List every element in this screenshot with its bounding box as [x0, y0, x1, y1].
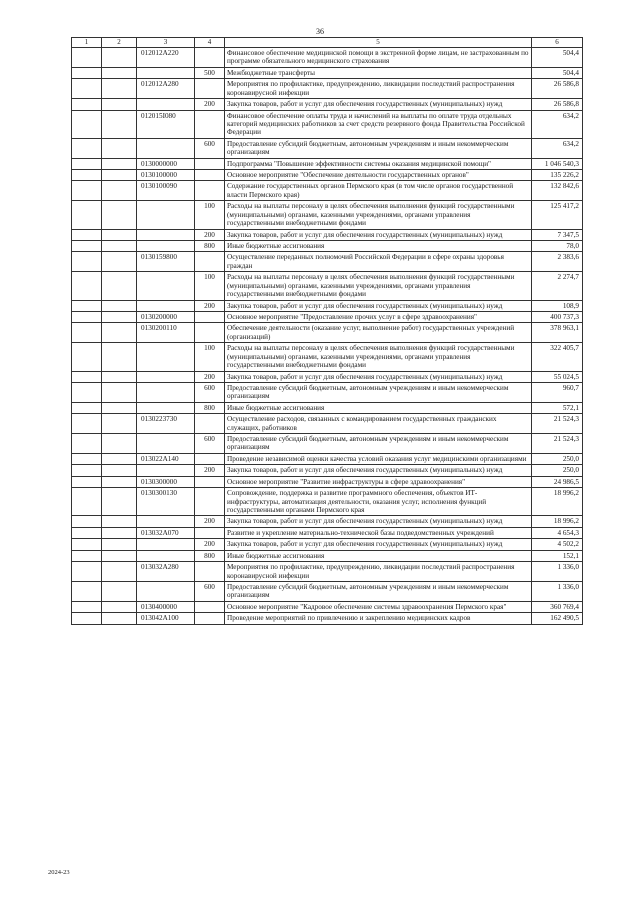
cell-amount: 1 046 540,3 [532, 158, 583, 169]
cell-empty-col-1 [72, 371, 102, 382]
cell-amount: 634,2 [532, 138, 583, 158]
cell-empty-col-2 [102, 414, 137, 434]
cell-empty-col-2 [102, 323, 137, 343]
cell-empty-col-2 [102, 99, 137, 110]
cell-empty-col-1 [72, 476, 102, 487]
cell-empty-col-1 [72, 170, 102, 181]
cell-item-name: Расходы на выплаты персоналу в целях обеспечения выполнения функций государственными (муниципальными) органами, казенными учреждениями, органами управления государственными внебюджетными фондами [225, 343, 532, 371]
cell-amount: 4 654,3 [532, 527, 583, 538]
cell-empty-col-1 [72, 539, 102, 550]
cell-amount: 24 986,5 [532, 476, 583, 487]
cell-empty-col-1 [72, 158, 102, 169]
cell-amount: 26 586,8 [532, 79, 583, 99]
cell-empty-col-2 [102, 465, 137, 476]
cell-amount: 572,1 [532, 402, 583, 413]
cell-amount: 162 490,5 [532, 613, 583, 624]
cell-empty-col-2 [102, 476, 137, 487]
cell-amount: 21 524,3 [532, 414, 583, 434]
table-row [72, 434, 583, 454]
cell-amount: 2 274,7 [532, 272, 583, 300]
cell-empty-col-1 [72, 402, 102, 413]
cell-expense-kind [195, 414, 225, 434]
cell-target-code [137, 300, 195, 311]
cell-empty-col-2 [102, 562, 137, 582]
cell-empty-col-2 [102, 488, 137, 516]
cell-target-code: 0130100090 [137, 181, 195, 201]
cell-empty-col-1 [72, 138, 102, 158]
cell-amount: 55 024,5 [532, 371, 583, 382]
cell-expense-kind: 600 [195, 581, 225, 601]
table-header-row [72, 38, 583, 48]
cell-item-name: Предоставление субсидий бюджетным, автономным учреждениям и иным некоммерческим организациям [225, 382, 532, 402]
cell-item-name: Иные бюджетные ассигнования [225, 241, 532, 252]
table-row [72, 453, 583, 464]
cell-expense-kind: 800 [195, 241, 225, 252]
cell-empty-col-2 [102, 539, 137, 550]
cell-target-code [137, 67, 195, 78]
cell-empty-col-1 [72, 382, 102, 402]
table-row [72, 138, 583, 158]
table-body [72, 38, 583, 625]
cell-expense-kind [195, 613, 225, 624]
cell-item-name: Осуществление расходов, связанных с командированием государственных гражданских служащих, работников [225, 414, 532, 434]
cell-amount: 1 336,0 [532, 581, 583, 601]
cell-target-code [137, 402, 195, 413]
cell-empty-col-2 [102, 181, 137, 201]
cell-item-name: Расходы на выплаты персоналу в целях обеспечения выполнения функций государственными (муниципальными) органами, казенными учреждениями, органами управления государственными внебюджетными фондами [225, 272, 532, 300]
cell-amount: 960,7 [532, 382, 583, 402]
table-row [72, 539, 583, 550]
cell-target-code [137, 201, 195, 229]
table-row [72, 323, 583, 343]
cell-target-code: 0130000000 [137, 158, 195, 169]
cell-amount: 125 417,2 [532, 201, 583, 229]
cell-empty-col-2 [102, 252, 137, 272]
table-row [72, 601, 583, 612]
cell-empty-col-1 [72, 110, 102, 138]
cell-item-name: Иные бюджетные ассигнования [225, 550, 532, 561]
cell-amount: 634,2 [532, 110, 583, 138]
cell-amount: 135 226,2 [532, 170, 583, 181]
cell-expense-kind: 100 [195, 201, 225, 229]
cell-empty-col-2 [102, 138, 137, 158]
cell-expense-kind [195, 252, 225, 272]
cell-item-name: Проведение независимой оценки качества условий оказания услуг медицинскими организациями [225, 453, 532, 464]
cell-empty-col-2 [102, 434, 137, 454]
cell-amount: 504,4 [532, 67, 583, 78]
cell-target-code: 0130200000 [137, 311, 195, 322]
cell-empty-col-1 [72, 99, 102, 110]
cell-amount: 18 996,2 [532, 516, 583, 527]
table-row [72, 476, 583, 487]
table-row [72, 550, 583, 561]
cell-empty-col-2 [102, 311, 137, 322]
cell-amount: 504,4 [532, 48, 583, 68]
cell-item-name: Предоставление субсидий бюджетным, автономным учреждениям и иным некоммерческим организациям [225, 434, 532, 454]
cell-empty-col-1 [72, 343, 102, 371]
cell-empty-col-1 [72, 488, 102, 516]
cell-amount: 108,9 [532, 300, 583, 311]
table-row [72, 67, 583, 78]
table-row [72, 371, 583, 382]
cell-expense-kind: 600 [195, 434, 225, 454]
cell-item-name: Предоставление субсидий бюджетным, автономным учреждениям и иным некоммерческим организациям [225, 138, 532, 158]
cell-target-code: 0130100000 [137, 170, 195, 181]
cell-expense-kind [195, 323, 225, 343]
cell-amount: 2 383,6 [532, 252, 583, 272]
cell-expense-kind: 200 [195, 229, 225, 240]
cell-amount: 78,0 [532, 241, 583, 252]
cell-empty-col-1 [72, 562, 102, 582]
page-number: 36 [316, 27, 324, 36]
cell-item-name: Мероприятия по профилактике, предупреждению, ликвидации последствий распространения коронавирусной инфекции [225, 79, 532, 99]
cell-empty-col-2 [102, 516, 137, 527]
cell-target-code: 012015I080 [137, 110, 195, 138]
cell-target-code [137, 382, 195, 402]
cell-expense-kind: 600 [195, 138, 225, 158]
cell-amount: 132 842,6 [532, 181, 583, 201]
cell-amount: 7 347,5 [532, 229, 583, 240]
cell-item-name: Межбюджетные трансферты [225, 67, 532, 78]
cell-amount: 152,1 [532, 550, 583, 561]
cell-amount: 21 524,3 [532, 434, 583, 454]
cell-empty-col-2 [102, 613, 137, 624]
cell-empty-col-2 [102, 229, 137, 240]
table-row [72, 516, 583, 527]
cell-item-name: Закупка товаров, работ и услуг для обеспечения государственных (муниципальных) нужд [225, 229, 532, 240]
cell-amount: 250,0 [532, 453, 583, 464]
cell-target-code [137, 434, 195, 454]
cell-item-name: Мероприятия по профилактике, предупреждению, ликвидации последствий распространения коронавирусной инфекции [225, 562, 532, 582]
footer-code: 2024-23 [48, 869, 70, 876]
table-row [72, 158, 583, 169]
cell-empty-col-1 [72, 414, 102, 434]
cell-empty-col-1 [72, 300, 102, 311]
cell-expense-kind: 200 [195, 371, 225, 382]
cell-target-code: 013042А100 [137, 613, 195, 624]
cell-empty-col-2 [102, 48, 137, 68]
cell-item-name: Подпрограмма "Повышение эффективности системы оказания медицинской помощи" [225, 158, 532, 169]
cell-amount: 378 963,1 [532, 323, 583, 343]
cell-expense-kind [195, 601, 225, 612]
cell-empty-col-2 [102, 201, 137, 229]
table-row [72, 272, 583, 300]
cell-expense-kind: 800 [195, 550, 225, 561]
cell-expense-kind: 200 [195, 516, 225, 527]
cell-target-code: 013032А070 [137, 527, 195, 538]
cell-empty-col-1 [72, 229, 102, 240]
table-row [72, 402, 583, 413]
cell-empty-col-1 [72, 581, 102, 601]
cell-empty-col-2 [102, 550, 137, 561]
cell-target-code [137, 343, 195, 371]
cell-expense-kind [195, 48, 225, 68]
table-row [72, 170, 583, 181]
cell-empty-col-2 [102, 371, 137, 382]
cell-item-name: Закупка товаров, работ и услуг для обеспечения государственных (муниципальных) нужд [225, 99, 532, 110]
cell-target-code [137, 99, 195, 110]
cell-target-code: 013032А280 [137, 562, 195, 582]
cell-empty-col-2 [102, 158, 137, 169]
cell-amount: 322 405,7 [532, 343, 583, 371]
table-row [72, 562, 583, 582]
cell-item-name: Финансовое обеспечение оплаты труда и начислений на выплаты по оплате труда отдельных категорий медицинских работников за счет средств резервного фонда Правительства Российской Федерации [225, 110, 532, 138]
cell-empty-col-2 [102, 402, 137, 413]
cell-item-name: Осуществление переданных полномочий Российской Федерации в сфере охраны здоровья граждан [225, 252, 532, 272]
cell-expense-kind [195, 476, 225, 487]
table-row [72, 382, 583, 402]
table-row [72, 229, 583, 240]
cell-expense-kind [195, 110, 225, 138]
cell-expense-kind [195, 158, 225, 169]
cell-empty-col-1 [72, 181, 102, 201]
budget-table [71, 37, 583, 625]
cell-empty-col-1 [72, 48, 102, 68]
cell-empty-col-2 [102, 453, 137, 464]
cell-empty-col-2 [102, 601, 137, 612]
cell-empty-col-2 [102, 527, 137, 538]
table-row [72, 414, 583, 434]
cell-empty-col-2 [102, 300, 137, 311]
cell-empty-col-1 [72, 613, 102, 624]
cell-empty-col-1 [72, 516, 102, 527]
cell-target-code [137, 581, 195, 601]
cell-target-code [137, 229, 195, 240]
cell-amount: 26 586,8 [532, 99, 583, 110]
cell-target-code [137, 550, 195, 561]
cell-empty-col-1 [72, 465, 102, 476]
cell-target-code: 0130223730 [137, 414, 195, 434]
cell-expense-kind: 800 [195, 402, 225, 413]
cell-target-code: 013022А140 [137, 453, 195, 464]
cell-item-name: Основное мероприятие "Предоставление прочих услуг в сфере здравоохранения" [225, 311, 532, 322]
cell-item-name: Развитие и укрепление материально-технической базы подведомственных учреждений [225, 527, 532, 538]
cell-empty-col-1 [72, 272, 102, 300]
cell-empty-col-2 [102, 272, 137, 300]
cell-expense-kind [195, 527, 225, 538]
cell-amount: 400 737,3 [532, 311, 583, 322]
cell-target-code [137, 516, 195, 527]
cell-expense-kind [195, 562, 225, 582]
cell-empty-col-1 [72, 527, 102, 538]
cell-expense-kind: 200 [195, 539, 225, 550]
table-row [72, 48, 583, 68]
cell-empty-col-1 [72, 252, 102, 272]
cell-item-name: Основное мероприятие "Кадровое обеспечение системы здравоохранения Пермского края" [225, 601, 532, 612]
cell-empty-col-1 [72, 201, 102, 229]
cell-amount: 18 996,2 [532, 488, 583, 516]
cell-empty-col-1 [72, 434, 102, 454]
table-row [72, 311, 583, 322]
cell-item-name: Закупка товаров, работ и услуг для обеспечения государственных (муниципальных) нужд [225, 465, 532, 476]
table-row [72, 241, 583, 252]
cell-empty-col-2 [102, 110, 137, 138]
table-row [72, 99, 583, 110]
table-row [72, 581, 583, 601]
header-col-6: 6 [532, 38, 583, 48]
cell-target-code [137, 371, 195, 382]
cell-target-code: 0130400000 [137, 601, 195, 612]
cell-expense-kind [195, 453, 225, 464]
cell-target-code: 0130200110 [137, 323, 195, 343]
cell-expense-kind [195, 488, 225, 516]
cell-empty-col-1 [72, 67, 102, 78]
cell-item-name: Проведение мероприятий по привлечению и закреплению медицинских кадров [225, 613, 532, 624]
cell-expense-kind: 100 [195, 343, 225, 371]
cell-empty-col-2 [102, 79, 137, 99]
header-col-2: 2 [102, 38, 137, 48]
cell-expense-kind [195, 311, 225, 322]
cell-empty-col-2 [102, 170, 137, 181]
cell-empty-col-1 [72, 241, 102, 252]
cell-empty-col-1 [72, 79, 102, 99]
table-row [72, 252, 583, 272]
cell-item-name: Основное мероприятие "Развитие инфраструктуры в сфере здравоохранения" [225, 476, 532, 487]
cell-item-name: Обеспечение деятельности (оказание услуг, выполнение работ) государственных учреждений (организаций) [225, 323, 532, 343]
table-row [72, 300, 583, 311]
cell-target-code: 012012А220 [137, 48, 195, 68]
cell-item-name: Предоставление субсидий бюджетным, автономным учреждениям и иным некоммерческим организациям [225, 581, 532, 601]
cell-target-code [137, 465, 195, 476]
cell-empty-col-2 [102, 382, 137, 402]
table-row [72, 181, 583, 201]
cell-empty-col-1 [72, 601, 102, 612]
cell-item-name: Закупка товаров, работ и услуг для обеспечения государственных (муниципальных) нужд [225, 539, 532, 550]
cell-item-name: Закупка товаров, работ и услуг для обеспечения государственных (муниципальных) нужд [225, 516, 532, 527]
cell-target-code [137, 539, 195, 550]
cell-item-name: Содержание государственных органов Пермского края (в том числе органов государственной власти Пермского края) [225, 181, 532, 201]
cell-empty-col-1 [72, 550, 102, 561]
table-row [72, 110, 583, 138]
cell-target-code [137, 272, 195, 300]
cell-empty-col-2 [102, 581, 137, 601]
header-col-1: 1 [72, 38, 102, 48]
header-col-4: 4 [195, 38, 225, 48]
cell-item-name: Иные бюджетные ассигнования [225, 402, 532, 413]
cell-target-code: 0130300130 [137, 488, 195, 516]
header-col-3: 3 [137, 38, 195, 48]
cell-expense-kind: 600 [195, 382, 225, 402]
cell-empty-col-2 [102, 67, 137, 78]
table-row [72, 343, 583, 371]
cell-target-code [137, 138, 195, 158]
table-row [72, 201, 583, 229]
cell-item-name: Основное мероприятие "Обеспечение деятельности государственных органов" [225, 170, 532, 181]
cell-empty-col-1 [72, 323, 102, 343]
cell-expense-kind [195, 79, 225, 99]
table-row [72, 79, 583, 99]
table-row [72, 613, 583, 624]
cell-empty-col-1 [72, 453, 102, 464]
cell-amount: 4 502,2 [532, 539, 583, 550]
cell-expense-kind [195, 181, 225, 201]
cell-expense-kind: 200 [195, 99, 225, 110]
cell-amount: 1 336,0 [532, 562, 583, 582]
cell-empty-col-1 [72, 311, 102, 322]
cell-expense-kind: 200 [195, 300, 225, 311]
cell-target-code: 0130159800 [137, 252, 195, 272]
cell-item-name: Закупка товаров, работ и услуг для обеспечения государственных (муниципальных) нужд [225, 300, 532, 311]
cell-empty-col-2 [102, 343, 137, 371]
cell-amount: 250,0 [532, 465, 583, 476]
cell-expense-kind [195, 170, 225, 181]
header-col-5: 5 [225, 38, 532, 48]
table-row [72, 488, 583, 516]
cell-target-code: 012012А280 [137, 79, 195, 99]
cell-item-name: Расходы на выплаты персоналу в целях обеспечения выполнения функций государственными (муниципальными) органами, казенными учреждениями, органами управления государственными внебюджетными фондами [225, 201, 532, 229]
cell-target-code: 0130300000 [137, 476, 195, 487]
cell-empty-col-2 [102, 241, 137, 252]
cell-item-name: Сопровождение, поддержка и развитие программного обеспечения, объектов ИТ-инфраструктуры, автоматизация деятельности, оказания услуг, исполнения функций государственными органами Пермского края [225, 488, 532, 516]
table-row [72, 465, 583, 476]
cell-amount: 360 769,4 [532, 601, 583, 612]
cell-item-name: Финансовое обеспечение медицинской помощи в экстренной форме лицам, не застрахованным по программе обязательного медицинского страхования [225, 48, 532, 68]
cell-expense-kind: 200 [195, 465, 225, 476]
cell-target-code [137, 241, 195, 252]
cell-item-name: Закупка товаров, работ и услуг для обеспечения государственных (муниципальных) нужд [225, 371, 532, 382]
cell-expense-kind: 100 [195, 272, 225, 300]
cell-expense-kind: 500 [195, 67, 225, 78]
table-row [72, 527, 583, 538]
